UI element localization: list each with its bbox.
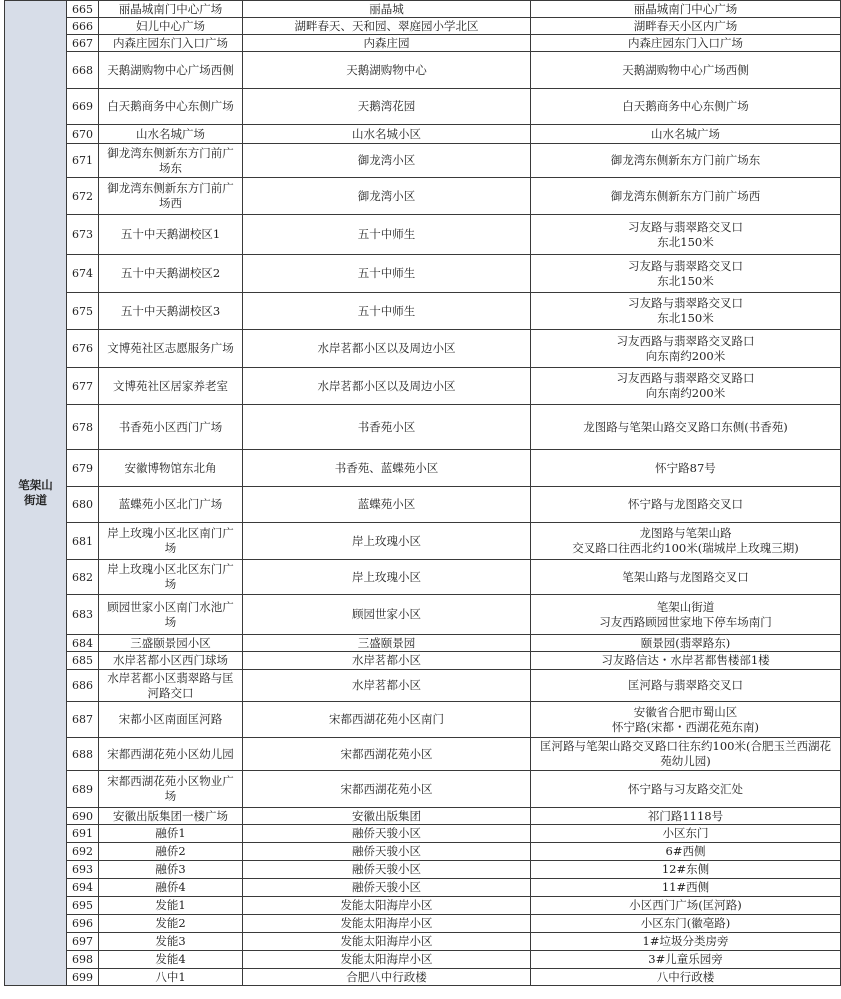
row-number-cell: 679 [67,450,99,487]
row-number-cell: 695 [67,897,99,915]
table-row [5,144,841,178]
site-name-cell: 安徽出版集团一楼广场 [99,808,243,825]
location-cell: 颐景园(翡翠路东) [531,635,841,652]
table-row [5,178,841,215]
community-cell: 天鹅湖购物中心 [243,52,531,89]
site-name-cell: 五十中天鹅湖校区3 [99,293,243,330]
table-row [5,405,841,450]
site-name-cell: 发能1 [99,897,243,915]
row-number-cell: 693 [67,861,99,879]
community-cell: 水岸茗都小区以及周边小区 [243,368,531,405]
row-number-cell: 681 [67,523,99,560]
community-cell: 融侨天骏小区 [243,843,531,861]
community-cell: 内森庄园 [243,35,531,52]
table-row [5,969,841,986]
site-name-cell: 融侨1 [99,825,243,843]
site-name-cell: 五十中天鹅湖校区2 [99,255,243,293]
community-cell: 丽晶城 [243,1,531,18]
table-row [5,861,841,879]
row-number-cell: 669 [67,89,99,125]
site-name-cell: 蓝蝶苑小区北门广场 [99,487,243,523]
community-cell: 宋都西湖花苑小区 [243,738,531,771]
row-number-cell: 688 [67,738,99,771]
location-cell: 笔架山路与龙图路交叉口 [531,560,841,595]
site-name-cell: 发能4 [99,951,243,969]
location-cell: 习友路与翡翠路交叉口 东北150米 [531,255,841,293]
location-cell: 习友路信达・水岸茗都售楼部1楼 [531,652,841,670]
table-row [5,670,841,702]
community-cell: 蓝蝶苑小区 [243,487,531,523]
table-row [5,523,841,560]
community-cell: 合肥八中行政楼 [243,969,531,986]
site-name-cell: 五十中天鹅湖校区1 [99,215,243,255]
community-cell: 岸上玫瑰小区 [243,560,531,595]
site-name-cell: 宋都西湖花苑小区物业广 场 [99,771,243,808]
community-cell: 五十中师生 [243,215,531,255]
community-cell: 发能太阳海岸小区 [243,933,531,951]
table-row [5,1,841,18]
table-row [5,843,841,861]
row-number-cell: 668 [67,52,99,89]
table-row [5,702,841,738]
community-cell: 发能太阳海岸小区 [243,915,531,933]
location-cell: 怀宁路与习友路交汇处 [531,771,841,808]
row-number-cell: 678 [67,405,99,450]
location-cell: 6#西侧 [531,843,841,861]
community-cell: 山水名城小区 [243,125,531,144]
site-name-cell: 文博苑社区志愿服务广场 [99,330,243,368]
row-number-cell: 684 [67,635,99,652]
location-cell: 丽晶城南门中心广场 [531,1,841,18]
community-cell: 岸上玫瑰小区 [243,523,531,560]
location-cell: 匡河路与翡翠路交叉口 [531,670,841,702]
location-cell: 习友路与翡翠路交叉口 东北150米 [531,293,841,330]
row-number-cell: 682 [67,560,99,595]
table-row [5,35,841,52]
table-row [5,771,841,808]
table-row [5,738,841,771]
row-number-cell: 692 [67,843,99,861]
location-cell: 小区东门(徽亳路) [531,915,841,933]
site-name-cell: 水岸茗都小区西门球场 [99,652,243,670]
site-name-cell: 天鹅湖购物中心广场西侧 [99,52,243,89]
table-row [5,255,841,293]
table-row [5,825,841,843]
street-name-cell: 笔架山 街道 [5,1,67,986]
row-number-cell: 685 [67,652,99,670]
community-cell: 五十中师生 [243,293,531,330]
row-number-cell: 677 [67,368,99,405]
community-cell: 宋都西湖花苑小区 [243,771,531,808]
row-number-cell: 689 [67,771,99,808]
site-name-cell: 丽晶城南门中心广场 [99,1,243,18]
row-number-cell: 665 [67,1,99,18]
community-cell: 御龙湾小区 [243,178,531,215]
table-row [5,330,841,368]
community-cell: 三盛颐景园 [243,635,531,652]
table-row [5,293,841,330]
site-name-cell: 岸上玫瑰小区北区东门广 场 [99,560,243,595]
community-cell: 发能太阳海岸小区 [243,897,531,915]
location-cell: 安徽省合肥市蜀山区 怀宁路(宋都・西湖花苑东南) [531,702,841,738]
table-row [5,215,841,255]
location-cell: 天鹅湖购物中心广场西侧 [531,52,841,89]
site-name-cell: 水岸茗都小区翡翠路与匡 河路交口 [99,670,243,702]
row-number-cell: 671 [67,144,99,178]
table-row [5,897,841,915]
site-name-cell: 融侨2 [99,843,243,861]
location-cell: 龙图路与笔架山路 交叉路口往西北约100米(瑞城岸上玫瑰三期) [531,523,841,560]
community-cell: 水岸茗都小区以及周边小区 [243,330,531,368]
site-name-cell: 妇儿中心广场 [99,18,243,35]
location-cell: 1#垃圾分类房旁 [531,933,841,951]
site-name-cell: 三盛颐景园小区 [99,635,243,652]
row-number-cell: 672 [67,178,99,215]
community-cell: 水岸茗都小区 [243,670,531,702]
row-number-cell: 691 [67,825,99,843]
table-body [5,1,841,986]
row-number-cell: 666 [67,18,99,35]
site-name-cell: 内森庄园东门入口广场 [99,35,243,52]
location-cell: 笔架山街道 习友西路顾园世家地下停车场南门 [531,595,841,635]
table-row [5,652,841,670]
site-list-table [4,0,841,986]
row-number-cell: 674 [67,255,99,293]
location-cell: 习友路与翡翠路交叉口 东北150米 [531,215,841,255]
table-row [5,635,841,652]
site-name-cell: 宋都西湖花苑小区幼儿园 [99,738,243,771]
community-cell: 御龙湾小区 [243,144,531,178]
row-number-cell: 699 [67,969,99,986]
table-row [5,560,841,595]
site-name-cell: 白天鹅商务中心东侧广场 [99,89,243,125]
site-name-cell: 岸上玫瑰小区北区南门广 场 [99,523,243,560]
table-row [5,450,841,487]
table-row [5,879,841,897]
site-name-cell: 安徽博物馆东北角 [99,450,243,487]
community-cell: 水岸茗都小区 [243,652,531,670]
table-row [5,595,841,635]
location-cell: 内森庄园东门入口广场 [531,35,841,52]
table-row [5,52,841,89]
location-cell: 习友西路与翡翠路交叉路口 向东南约200米 [531,368,841,405]
location-cell: 12#东侧 [531,861,841,879]
location-cell: 祁门路1118号 [531,808,841,825]
community-cell: 书香苑、蓝蝶苑小区 [243,450,531,487]
table-row [5,487,841,523]
location-cell: 御龙湾东侧新东方门前广场西 [531,178,841,215]
location-cell: 怀宁路87号 [531,450,841,487]
row-number-cell: 697 [67,933,99,951]
location-cell: 山水名城广场 [531,125,841,144]
table-row [5,368,841,405]
row-number-cell: 687 [67,702,99,738]
community-cell: 宋都西湖花苑小区南门 [243,702,531,738]
site-name-cell: 发能3 [99,933,243,951]
row-number-cell: 683 [67,595,99,635]
row-number-cell: 675 [67,293,99,330]
community-cell: 书香苑小区 [243,405,531,450]
site-name-cell: 宋都小区南面匡河路 [99,702,243,738]
table-row [5,915,841,933]
row-number-cell: 680 [67,487,99,523]
table-row [5,951,841,969]
row-number-cell: 673 [67,215,99,255]
table-row [5,808,841,825]
table-row [5,89,841,125]
site-name-cell: 发能2 [99,915,243,933]
row-number-cell: 676 [67,330,99,368]
location-cell: 湖畔春天小区内广场 [531,18,841,35]
row-number-cell: 694 [67,879,99,897]
location-cell: 匡河路与笔架山路交叉路口往东约100米(合肥玉兰西湖花 苑幼儿园) [531,738,841,771]
row-number-cell: 698 [67,951,99,969]
community-cell: 融侨天骏小区 [243,825,531,843]
row-number-cell: 690 [67,808,99,825]
site-name-cell: 书香苑小区西门广场 [99,405,243,450]
location-cell: 龙图路与笔架山路交叉路口东侧(书香苑) [531,405,841,450]
row-number-cell: 696 [67,915,99,933]
row-number-cell: 667 [67,35,99,52]
site-name-cell: 御龙湾东侧新东方门前广 场西 [99,178,243,215]
site-name-cell: 顾园世家小区南门水池广 场 [99,595,243,635]
site-name-cell: 山水名城广场 [99,125,243,144]
location-cell: 3#儿童乐园旁 [531,951,841,969]
community-cell: 融侨天骏小区 [243,861,531,879]
location-cell: 小区东门 [531,825,841,843]
community-cell: 顾园世家小区 [243,595,531,635]
site-name-cell: 文博苑社区居家养老室 [99,368,243,405]
table-row [5,933,841,951]
location-cell: 御龙湾东侧新东方门前广场东 [531,144,841,178]
community-cell: 五十中师生 [243,255,531,293]
community-cell: 融侨天骏小区 [243,879,531,897]
site-name-cell: 融侨4 [99,879,243,897]
row-number-cell: 670 [67,125,99,144]
location-cell: 小区西门广场(匡河路) [531,897,841,915]
community-cell: 安徽出版集团 [243,808,531,825]
community-cell: 发能太阳海岸小区 [243,951,531,969]
site-name-cell: 融侨3 [99,861,243,879]
site-name-cell: 御龙湾东侧新东方门前广 场东 [99,144,243,178]
table-row [5,18,841,35]
community-cell: 天鹅湾花园 [243,89,531,125]
location-cell: 白天鹅商务中心东侧广场 [531,89,841,125]
location-cell: 八中行政楼 [531,969,841,986]
location-cell: 11#西侧 [531,879,841,897]
location-cell: 怀宁路与龙图路交叉口 [531,487,841,523]
location-cell: 习友西路与翡翠路交叉路口 向东南约200米 [531,330,841,368]
table-row [5,125,841,144]
community-cell: 湖畔春天、天和园、翠庭园小学北区 [243,18,531,35]
site-name-cell: 八中1 [99,969,243,986]
row-number-cell: 686 [67,670,99,702]
